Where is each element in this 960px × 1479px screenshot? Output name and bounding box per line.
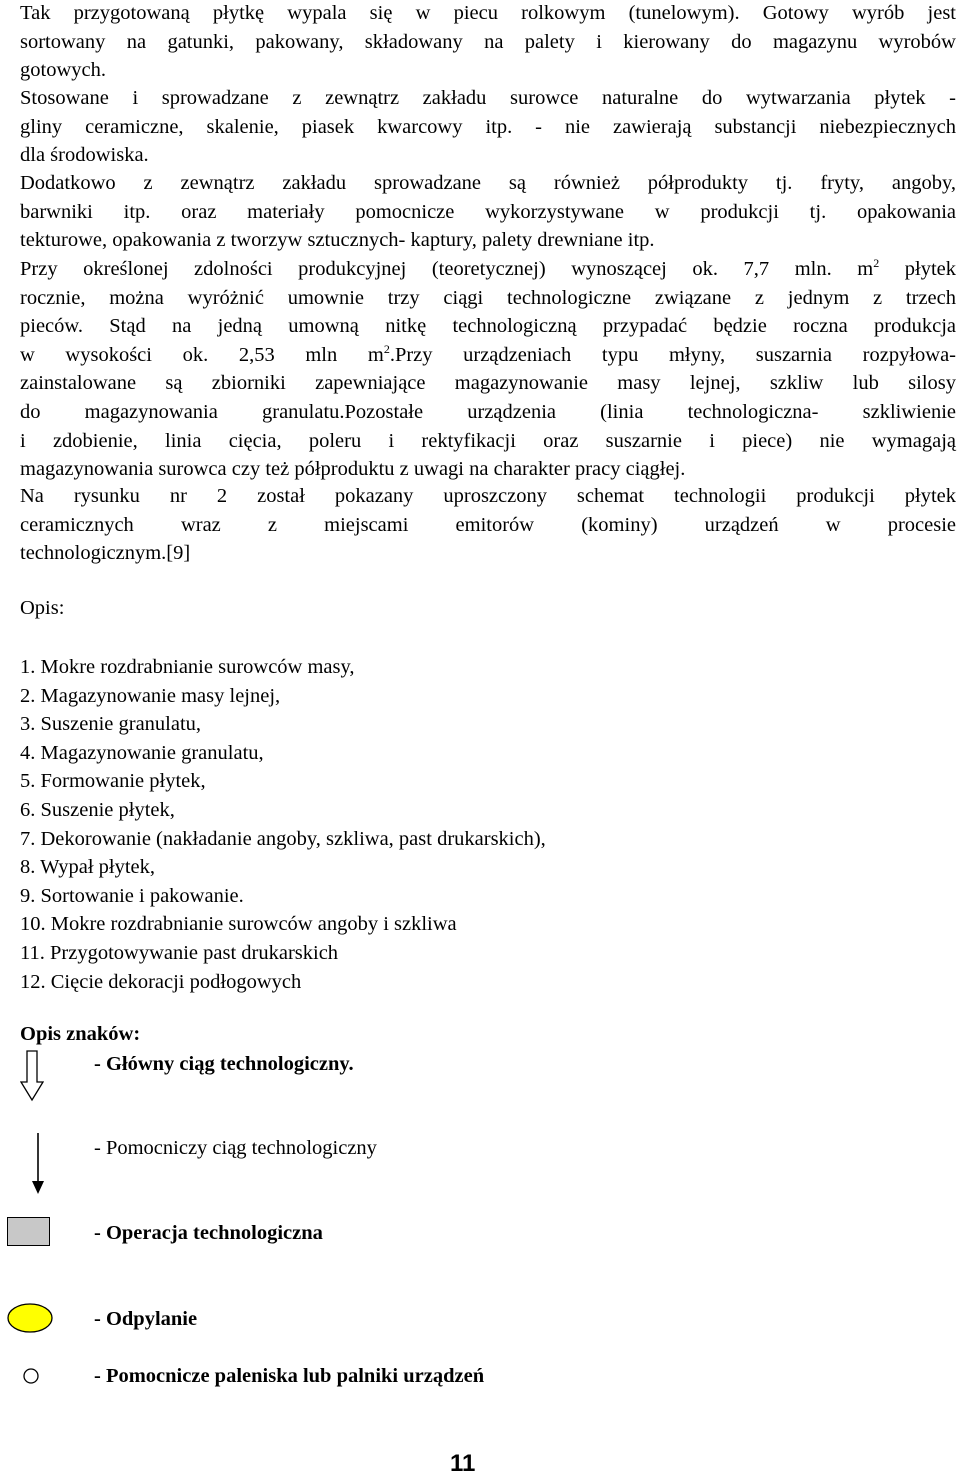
text-line: ceramicznych wraz z miejscami emitorów (kominy) urządzeń w procesie — [20, 513, 956, 536]
list-item: 9. Sortowanie i pakowanie. — [20, 884, 244, 907]
legend-label-dedusting: - Odpylanie — [94, 1308, 198, 1330]
superscript: 2 — [873, 256, 880, 271]
legend-title: Opis znaków: — [20, 1023, 141, 1045]
paragraph-figure-reference — [20, 482, 956, 568]
text-line: gotowych. — [20, 59, 106, 82]
list-item: 11. Przygotowywanie past drukarskich — [20, 941, 339, 964]
list-item: 8. Wypał płytek, — [20, 856, 156, 879]
text-line: i zdobienie, linia cięcia, poleru i rektyfikacji oraz suszarnie i piece) nie wymagają — [20, 429, 956, 452]
list-item: 6. Suszenie płytek, — [20, 798, 175, 821]
legend-label-aux-line: - Pomocniczy ciąg technologiczny — [94, 1137, 377, 1159]
text-line: tekturowe, opakowania z tworzyw sztucznych- kaptury, palety drewniane itp. — [20, 229, 655, 252]
text-fragment: do magazynowania granulatu. — [20, 400, 345, 423]
text-line: magazynowania surowca czy też półproduktu z uwagi na charakter pracy ciągłej. — [20, 458, 686, 481]
legend-label-main-line: - Główny ciąg technologiczny. — [94, 1053, 354, 1075]
list-item: 2. Magazynowanie masy lejnej, — [20, 684, 281, 707]
text-line: rocznie, można wyróżnić umownie trzy ciągi technologiczne związane z jednym z trzech — [20, 286, 956, 309]
text-line: dla środowiska. — [20, 144, 149, 167]
process-steps-list — [20, 653, 546, 996]
text-line: zainstalowane są zbiorniki zapewniające magazynowanie masy lejnej, szkliw lub silosy — [20, 372, 956, 395]
text-line — [20, 398, 956, 427]
text-line — [20, 341, 956, 370]
paragraph-capacity — [20, 255, 956, 484]
paragraph-raw-materials — [20, 84, 956, 170]
list-item: 4. Magazynowanie granulatu, — [20, 741, 264, 764]
thin-down-arrow-icon — [30, 1133, 46, 1195]
page-number: 11 — [450, 1450, 476, 1477]
text-line: sortowany na gatunki, pakowany, składowany na palety i kierowany do magazynu wyrobów — [20, 30, 956, 53]
legend-label-operation: - Operacja technologiczna — [94, 1222, 323, 1244]
list-item: 1. Mokre rozdrabnianie surowców masy, — [20, 656, 355, 678]
text-fragment: Przy określonej zdolności produkcyjnej (teoretycznej) wynoszącej ok. 7,7 mln. m — [20, 258, 874, 280]
text-line — [20, 255, 956, 284]
description-heading: Opis: — [20, 597, 65, 619]
yellow-ellipse-icon — [7, 1303, 53, 1333]
paragraph-kiln — [20, 0, 956, 85]
gray-rectangle-icon — [7, 1217, 50, 1246]
text-line: Na rysunku nr 2 został pokazany uproszczony schemat technologii produkcji płytek — [20, 485, 956, 507]
paragraph-semi-products — [20, 169, 956, 255]
hollow-down-arrow-icon — [20, 1050, 44, 1102]
small-circle-icon — [22, 1367, 40, 1385]
list-item: 3. Suszenie granulatu, — [20, 713, 202, 736]
text-line: Tak przygotowaną płytkę wypala się w piecu rolkowym (tunelowym). Gotowy wyrób jest — [20, 2, 956, 24]
text-line: Dodatkowo z zewnątrz zakładu sprowadzane są również półprodukty tj. fryty, angoby, — [20, 172, 956, 194]
text-fragment: Pozostałe urządzenia (linia technologiczna- szkliwienie — [344, 400, 956, 423]
list-item: 12. Cięcie dekoracji podłogowych — [20, 970, 302, 993]
text-line: technologicznym.[9] — [20, 542, 191, 565]
superscript: 2 — [383, 341, 390, 356]
text-line: pieców. Stąd na jedną umowną nitkę technologiczną przypadać będzie roczna produkcja — [20, 315, 956, 338]
text-line: gliny ceramiczne, skalenie, piasek kwarcowy itp. - nie zawierają substancji niebezpiecznych — [20, 115, 956, 138]
text-line: Stosowane i sprowadzane z zewnątrz zakładu surowce naturalne do wytwarzania płytek - — [20, 87, 956, 109]
text-fragment: w wysokości ok. 2,53 mln m — [20, 343, 384, 366]
list-item: 10. Mokre rozdrabnianie surowców angoby i szkliwa — [20, 913, 457, 936]
text-fragment: .Przy urządzeniach typu młyny, suszarnia rozpyłowa- — [389, 343, 956, 366]
legend-label-burners: - Pomocnicze paleniska lub palniki urządzeń — [94, 1365, 485, 1387]
list-item: 5. Formowanie płytek, — [20, 770, 206, 793]
list-item: 7. Dekorowanie (nakładanie angoby, szkliwa, past drukarskich), — [20, 827, 546, 850]
text-fragment: płytek — [879, 258, 956, 280]
text-line: barwniki itp. oraz materiały pomocnicze wykorzystywane w produkcji tj. opakowania — [20, 200, 956, 223]
